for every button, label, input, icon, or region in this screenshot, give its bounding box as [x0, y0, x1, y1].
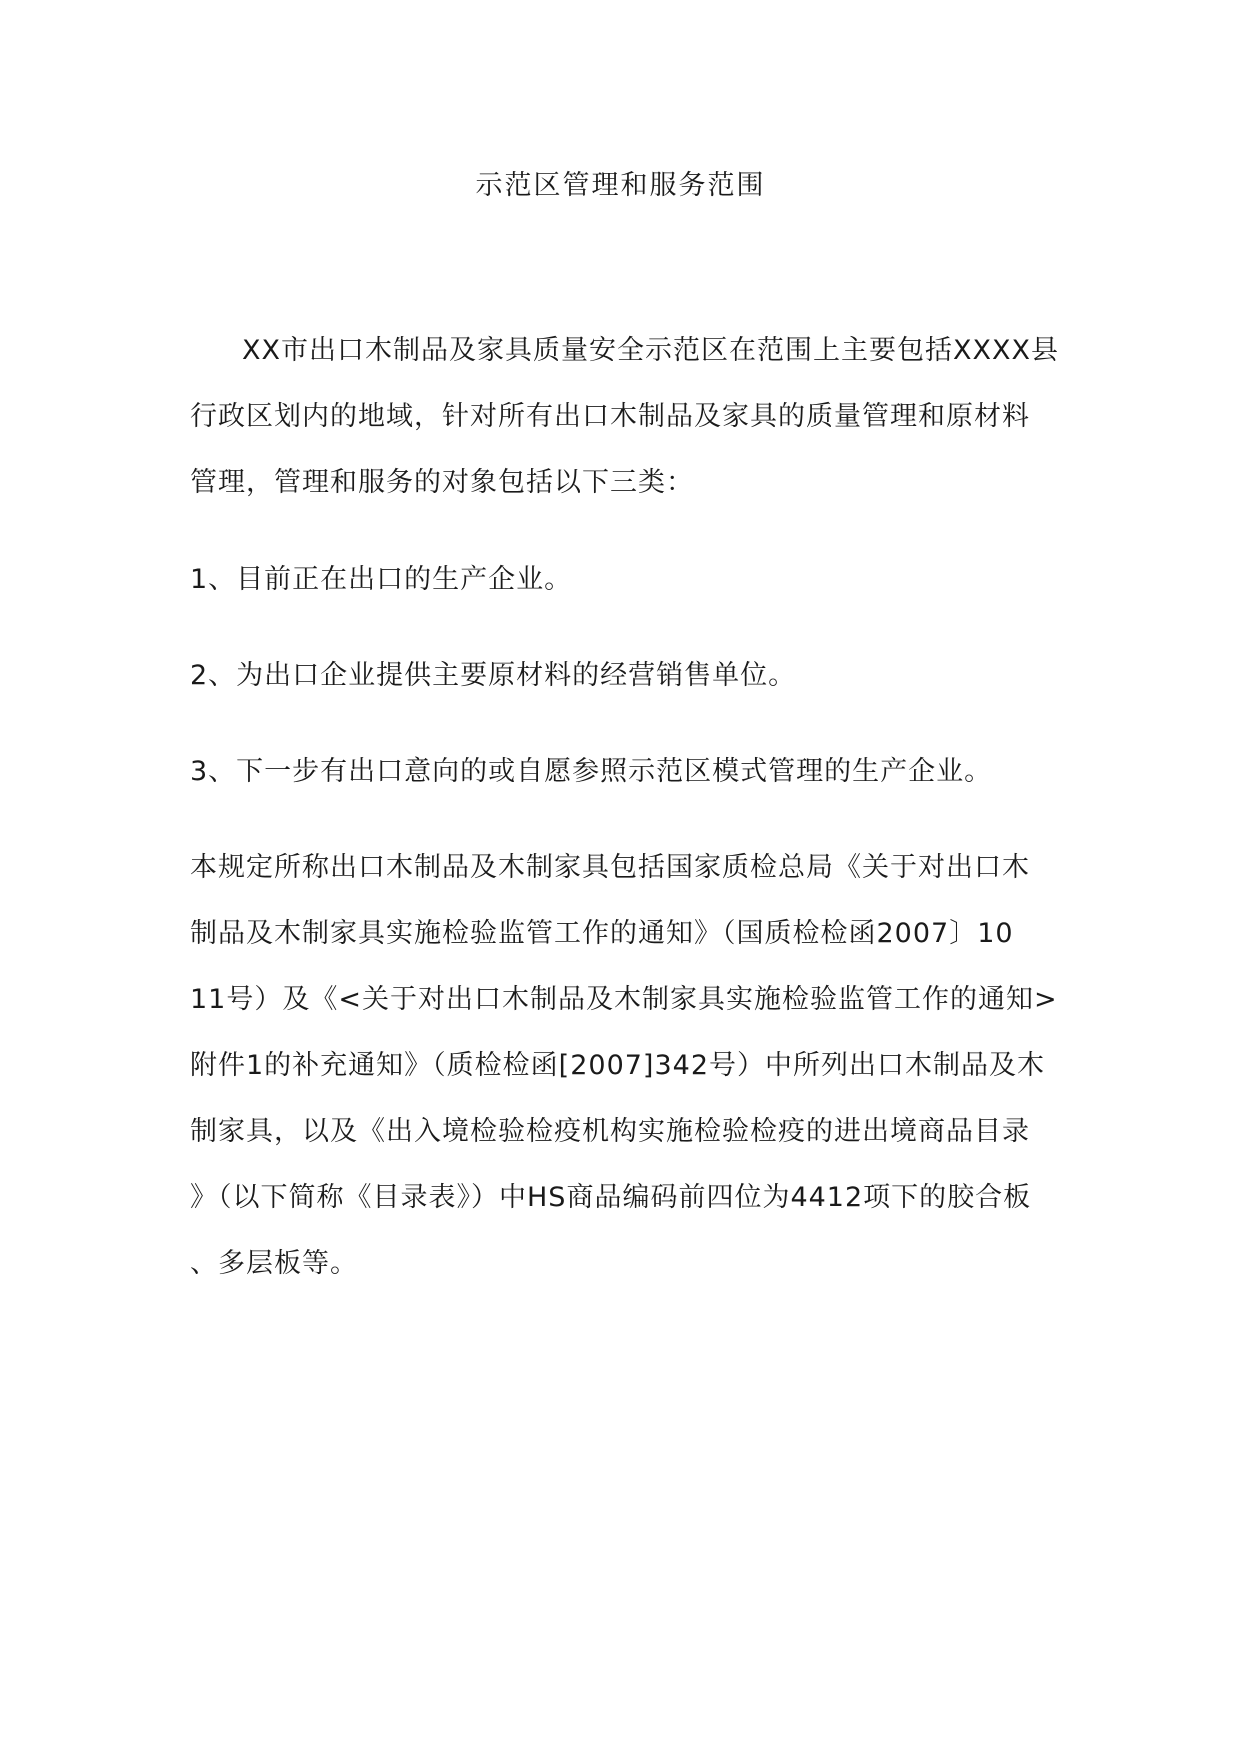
definition-line: 本规定所称出口木制品及木制家具包括国家质检总局《关于对出口木 — [190, 852, 1030, 883]
definition-line: 、多层板等。 — [190, 1248, 358, 1279]
document-title: 示范区管理和服务范围 — [475, 170, 766, 201]
definition-line: 11号）及《<关于对出口木制品及木制家具实施检验监管工作的通知> — [190, 984, 1058, 1015]
definition-line: 》（以下简称《目录表》）中HS商品编码前四位为4412项下的胶合板 — [190, 1182, 1032, 1213]
intro-line: XX市出口木制品及家具质量安全示范区在范围上主要包括XXXX县 — [242, 335, 1059, 366]
list-item: 2、为出口企业提供主要原材料的经营销售单位。 — [190, 660, 797, 691]
definition-line: 制品及木制家具实施检验监管工作的通知》（国质检检函2007〕10 — [190, 918, 1014, 949]
definition-line: 附件1的补充通知》（质检检函[2007]342号）中所列出口木制品及木 — [190, 1050, 1045, 1081]
intro-line: 行政区划内的地域，针对所有出口木制品及家具的质量管理和原材料 — [190, 401, 1030, 432]
list-item: 3、下一步有出口意向的或自愿参照示范区模式管理的生产企业。 — [190, 756, 993, 787]
definition-line: 制家具，以及《出入境检验检疫机构实施检验检疫的进出境商品目录 — [190, 1116, 1030, 1147]
intro-line: 管理，管理和服务的对象包括以下三类： — [190, 467, 694, 498]
list-item: 1、目前正在出口的生产企业。 — [190, 564, 573, 595]
